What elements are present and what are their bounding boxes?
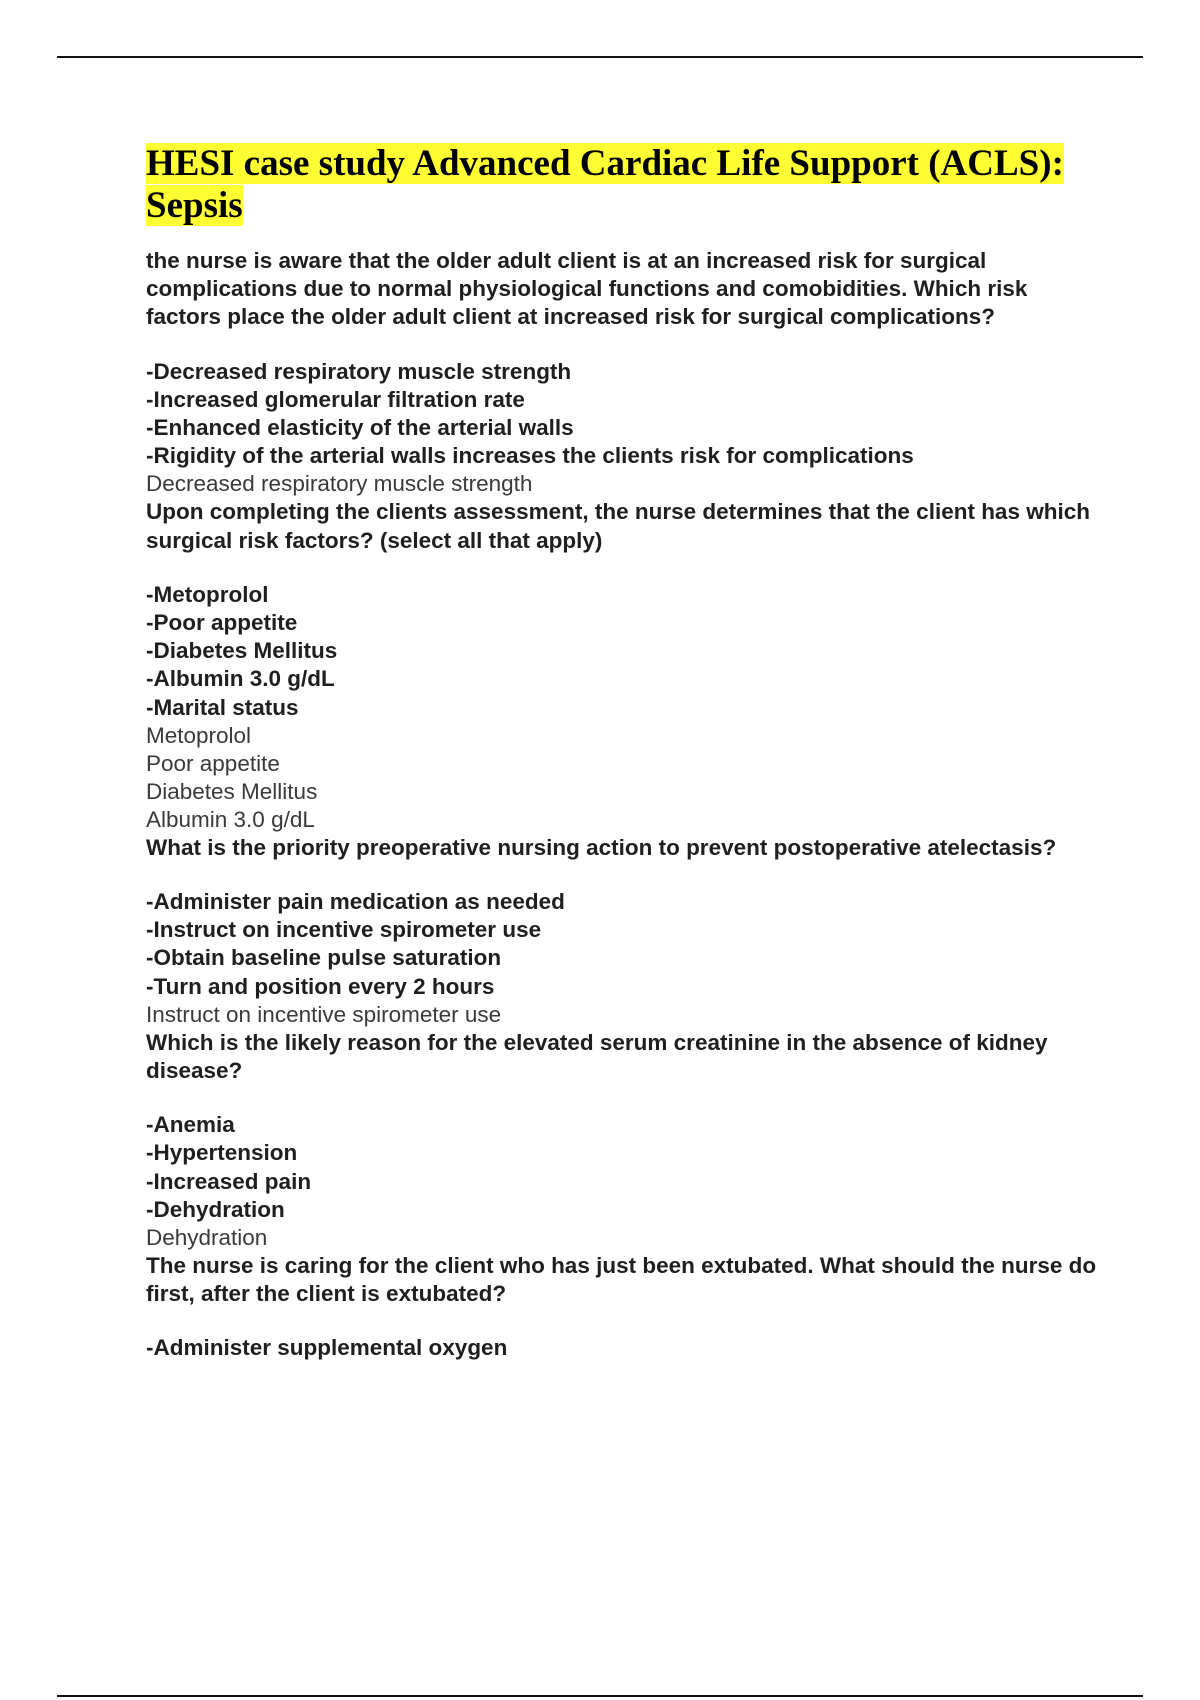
option-item: -Poor appetite: [146, 610, 298, 636]
question-block: [146, 1252, 1106, 1363]
option-item: -Dehydration: [146, 1196, 285, 1222]
answer-list: [146, 1001, 1106, 1029]
option-item: -Marital status: [146, 694, 299, 720]
option-item: -Hypertension: [146, 1140, 298, 1166]
question-text: Which is the likely reason for the elevated serum creatinine in the absence of kidney disease?: [146, 1029, 1048, 1084]
option-list: [146, 358, 1106, 471]
answer-item: Metoprolol: [146, 722, 252, 748]
option-item: -Turn and position every 2 hours: [146, 973, 495, 999]
option-item: -Instruct on incentive spirometer use: [146, 917, 542, 943]
option-item: -Metoprolol: [146, 581, 269, 607]
question-text: the nurse is aware that the older adult client is at an increased risk for surgical complications due to normal physiological functions and comobidities. Which risk factors place the older adult client at increased risk for surgical complications?: [146, 248, 1028, 330]
question-block: [146, 1029, 1106, 1252]
option-item: -Enhanced elasticity of the arterial walls: [146, 415, 574, 441]
option-list: [146, 1111, 1106, 1224]
answer-item: Instruct on incentive spirometer use: [146, 1001, 502, 1027]
option-item: -Increased glomerular filtration rate: [146, 386, 525, 412]
answer-item: Albumin 3.0 g/dL: [146, 806, 315, 832]
question-block: [146, 247, 1106, 498]
answer-item: Decreased respiratory muscle strength: [146, 471, 533, 497]
question-text: The nurse is caring for the client who has just been extubated. What should the nurse do first, after the client is extubated?: [146, 1253, 1097, 1307]
option-item: -Albumin 3.0 g/dL: [146, 666, 335, 692]
answer-list: [146, 1224, 1106, 1252]
title-highlight: HESI case study Advanced Cardiac Life Support (ACLS): Sepsis: [146, 143, 1064, 226]
option-item: -Anemia: [146, 1112, 235, 1138]
question-block: [146, 498, 1106, 833]
answer-list: [146, 722, 1106, 834]
option-item: -Rigidity of the arterial walls increases the clients risk for complications: [146, 443, 914, 469]
option-item: -Diabetes Mellitus: [146, 638, 338, 664]
answer-list: [146, 470, 1106, 498]
question-text: Upon completing the clients assessment, the nurse determines that the client has which surgical risk factors? (select all that apply): [146, 499, 1090, 553]
option-item: -Obtain baseline pulse saturation: [146, 945, 502, 971]
document-title: [146, 143, 1106, 227]
option-item: -Administer pain medication as needed: [146, 889, 565, 915]
answer-item: Dehydration: [146, 1225, 268, 1251]
document-body: [146, 143, 1106, 1363]
bottom-rule: [57, 1695, 1143, 1697]
answer-item: Diabetes Mellitus: [146, 778, 318, 804]
option-item: -Increased pain: [146, 1168, 312, 1194]
question-block: [146, 834, 1106, 1029]
option-list: [146, 581, 1106, 722]
top-rule: [57, 56, 1143, 58]
answer-item: Poor appetite: [146, 750, 280, 776]
option-item: -Administer supplemental oxygen: [146, 1335, 508, 1361]
option-list: [146, 1334, 1106, 1362]
question-text: What is the priority preoperative nursing action to prevent postoperative atelectasis?: [146, 834, 1057, 860]
option-item: -Decreased respiratory muscle strength: [146, 358, 572, 384]
option-list: [146, 888, 1106, 1001]
